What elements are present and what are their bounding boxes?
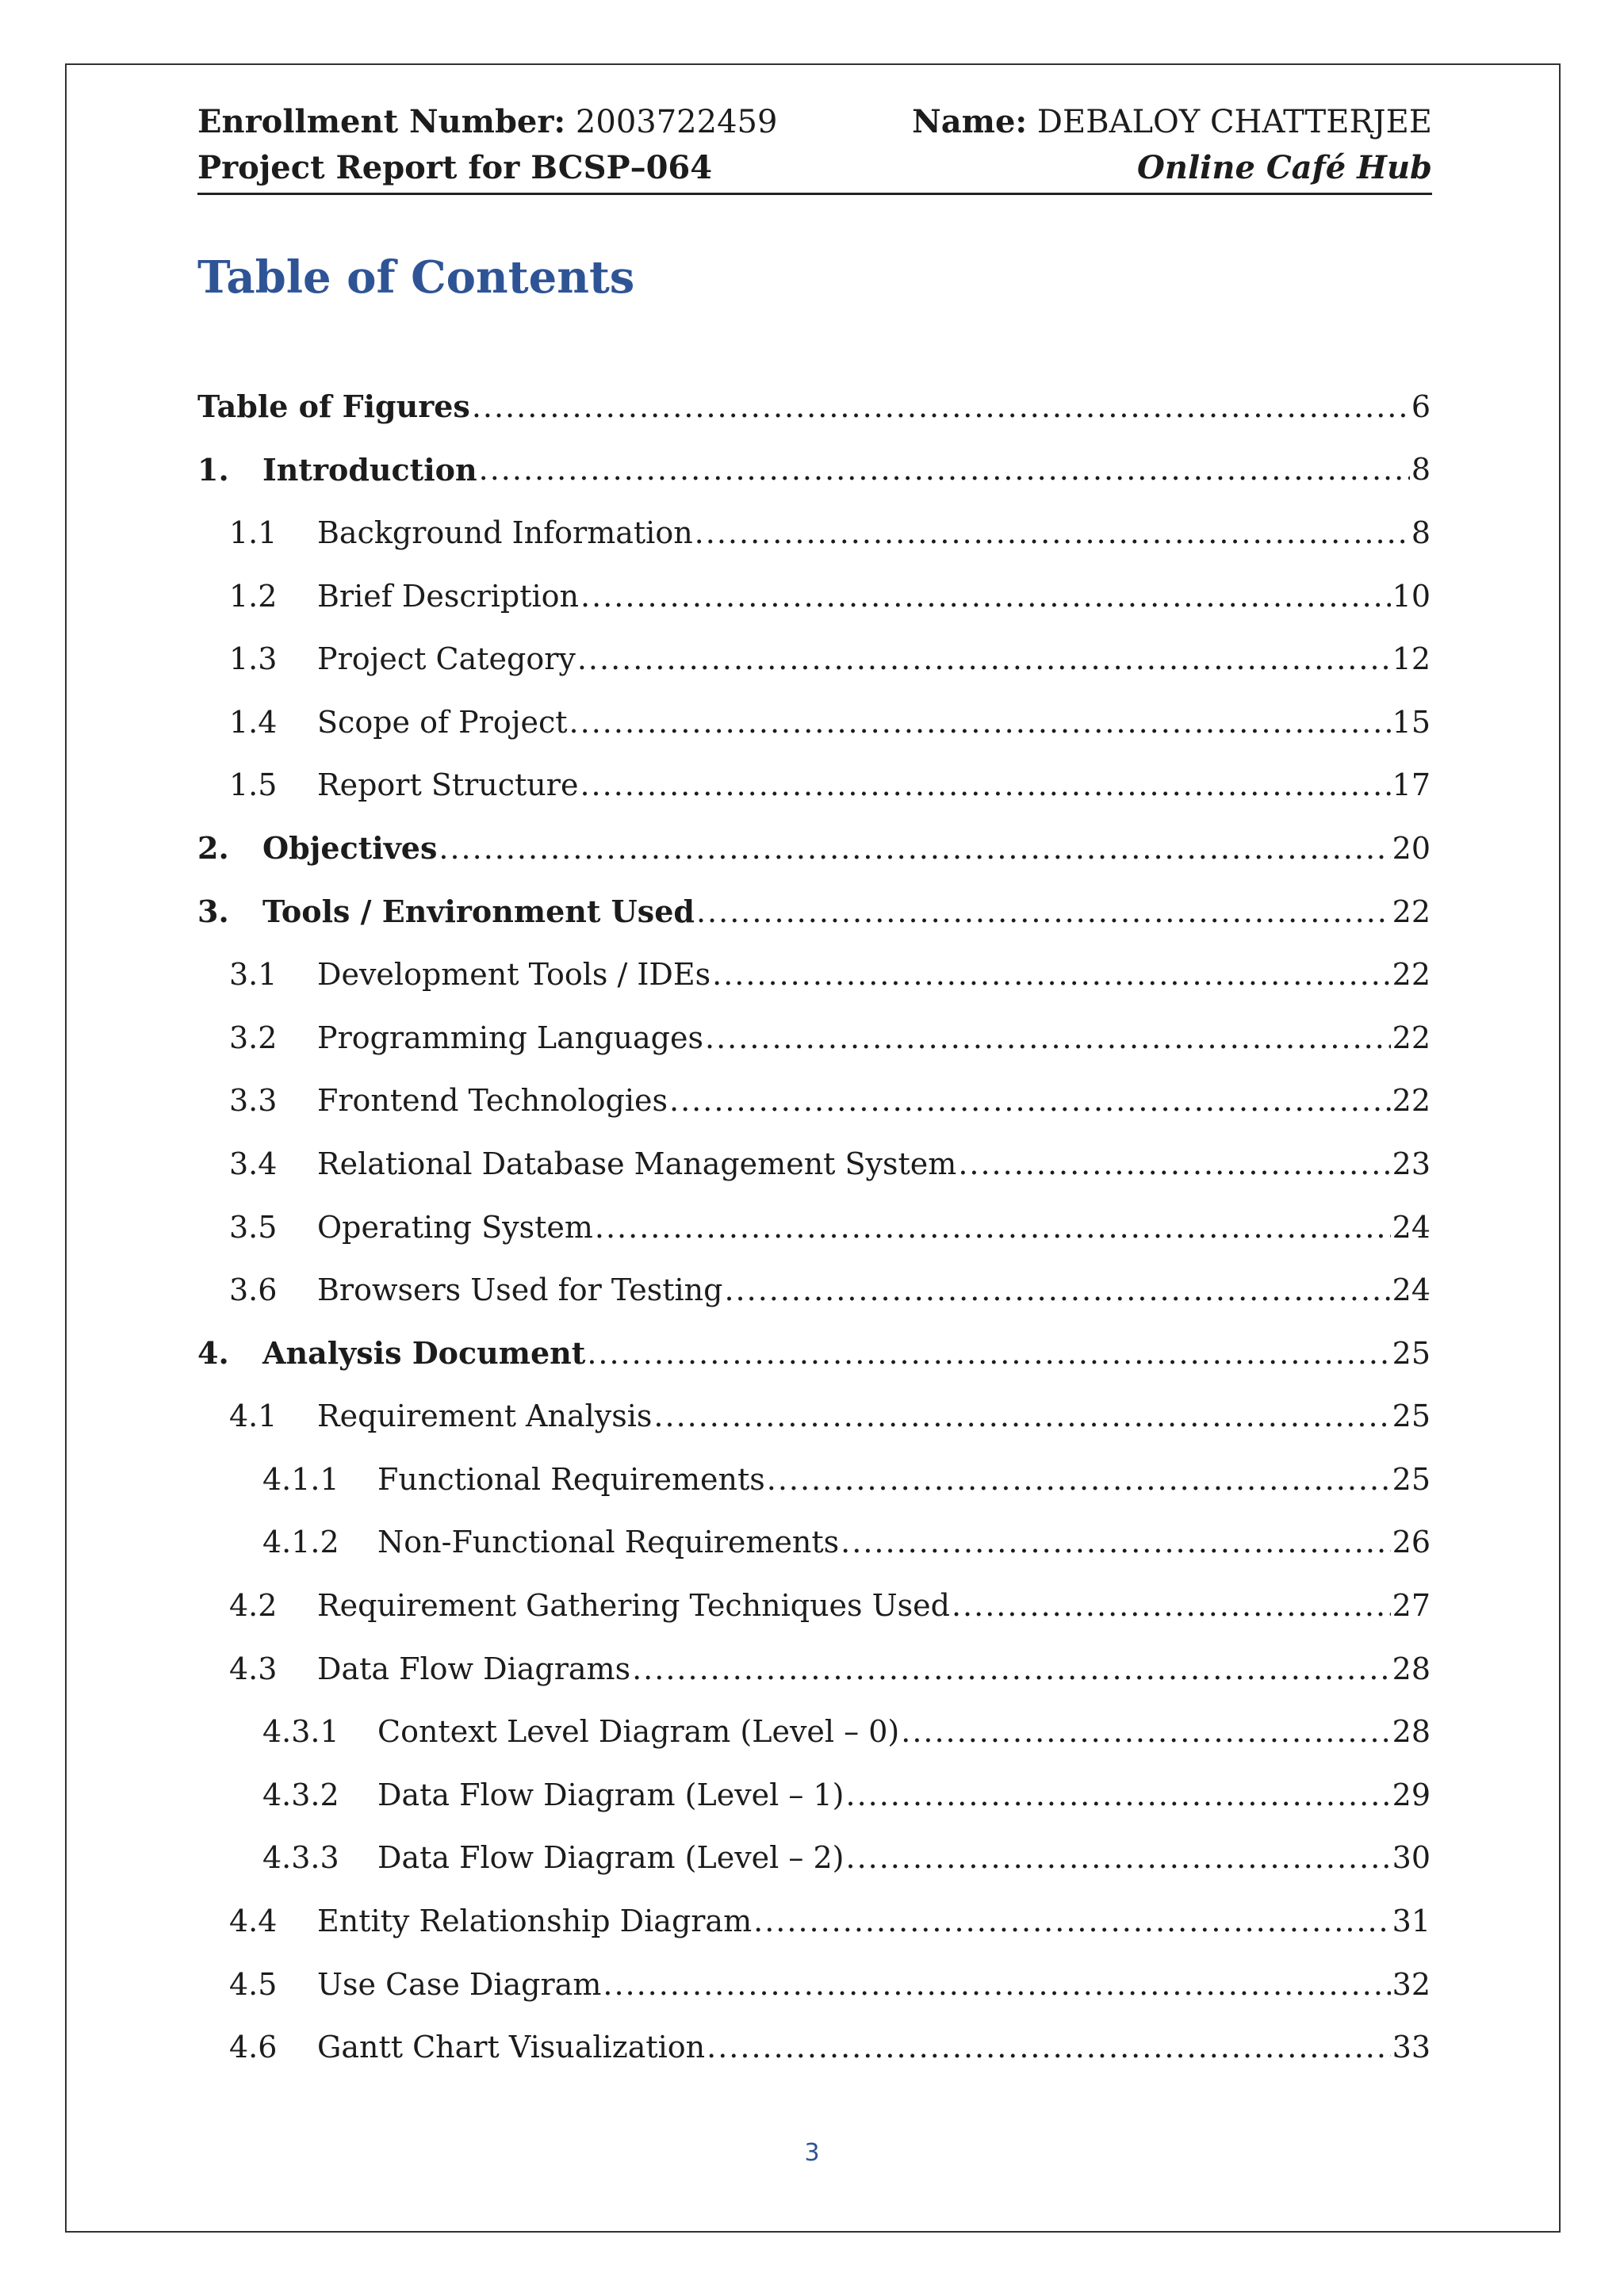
- toc-entry[interactable]: [197, 1448, 1431, 1511]
- header-row-1: [197, 98, 1432, 146]
- toc-entry[interactable]: [197, 1889, 1431, 1953]
- toc-dot-leader: [587, 1334, 1390, 1372]
- toc-entry-number: 4.: [197, 1335, 229, 1372]
- toc-dot-leader: [707, 2028, 1391, 2066]
- toc-entry[interactable]: [197, 1700, 1431, 1763]
- toc-entry-page: 28: [1392, 1651, 1431, 1686]
- student-name-info: [912, 98, 1432, 146]
- toc-entry-page: 25: [1392, 1461, 1431, 1497]
- toc-entry-page: 15: [1392, 704, 1431, 740]
- toc-entry[interactable]: [197, 627, 1431, 691]
- toc-entry[interactable]: [197, 501, 1431, 564]
- toc-entry-page: 22: [1392, 1020, 1431, 1055]
- toc-entry[interactable]: [197, 1006, 1431, 1070]
- toc-entry-page: 24: [1392, 1272, 1431, 1308]
- toc-entry-label: Tools / Environment Used: [262, 894, 695, 930]
- toc-entry-number: 4.3.3: [262, 1840, 339, 1876]
- toc-entry[interactable]: [197, 438, 1431, 502]
- toc-entry-page: 27: [1392, 1588, 1431, 1624]
- toc-entry-number: 1.: [197, 451, 229, 488]
- toc-entry-number: 3.2: [229, 1020, 278, 1055]
- toc-entry-label: Relational Database Management System: [317, 1146, 957, 1181]
- toc-entry-label: Scope of Project: [317, 704, 568, 740]
- project-title: Online Café Hub: [1137, 149, 1432, 186]
- toc-entry[interactable]: [197, 754, 1431, 817]
- toc-entry[interactable]: [197, 1132, 1431, 1196]
- toc-dot-leader: [695, 514, 1410, 552]
- enrollment-info: [197, 98, 777, 146]
- toc-entry-number: 3.5: [229, 1209, 278, 1245]
- toc-entry[interactable]: [197, 1322, 1431, 1385]
- toc-entry-label: Data Flow Diagram (Level – 1): [377, 1777, 845, 1812]
- toc-dot-leader: [845, 1776, 1390, 1814]
- toc-entry-page: 8: [1411, 515, 1431, 550]
- toc-dot-leader: [479, 450, 1410, 488]
- toc-entry-page: 17: [1392, 767, 1431, 803]
- toc-dot-leader: [712, 955, 1391, 993]
- toc-entry-number: 3.3: [229, 1083, 278, 1119]
- toc-entry-label: Data Flow Diagram (Level – 2): [377, 1840, 845, 1876]
- toc-entry-page: 22: [1392, 894, 1431, 929]
- toc-entry-number: 1.3: [229, 641, 278, 677]
- toc-entry-label: Requirement Gathering Techniques Used: [317, 1588, 950, 1624]
- toc-entry-page: 8: [1411, 452, 1431, 488]
- enrollment-value: 2003722459: [575, 104, 778, 140]
- toc-entry-page: 6: [1411, 388, 1431, 424]
- toc-entry-label: Data Flow Diagrams: [317, 1651, 631, 1686]
- toc-entry-number: 3.4: [229, 1146, 278, 1181]
- toc-entry-page: 12: [1392, 641, 1431, 677]
- toc-entry-page: 22: [1392, 957, 1431, 993]
- toc-dot-leader: [669, 1081, 1391, 1119]
- toc-entry[interactable]: [197, 2015, 1431, 2079]
- toc-entry-number: 4.1.1: [262, 1461, 339, 1497]
- toc-entry-page: 32: [1392, 1966, 1431, 2002]
- toc-entry-number: 1.5: [229, 767, 278, 803]
- toc-entry-number: 1.2: [229, 578, 278, 614]
- toc-entry-page: 24: [1392, 1209, 1431, 1245]
- toc-entry-label: Brief Description: [317, 578, 580, 614]
- toc-entry-label: Background Information: [317, 515, 693, 550]
- toc-entry-label: Development Tools / IDEs: [317, 957, 711, 993]
- toc-entry[interactable]: [197, 1574, 1431, 1637]
- toc-entry-label: Objectives: [262, 830, 438, 867]
- toc-dot-leader: [705, 1019, 1391, 1057]
- name-value: DEBALOY CHATTERJEE: [1036, 104, 1432, 140]
- table-of-contents: [197, 375, 1431, 2079]
- toc-entry-number: 4.3: [229, 1651, 278, 1686]
- toc-entry-number: 4.3.2: [262, 1777, 339, 1812]
- page-number: 3: [804, 2139, 820, 2167]
- toc-entry-label: Requirement Analysis: [317, 1399, 653, 1434]
- toc-dot-leader: [753, 1902, 1391, 1940]
- toc-dot-leader: [580, 577, 1391, 615]
- toc-dot-leader: [439, 829, 1390, 867]
- toc-entry[interactable]: [197, 943, 1431, 1006]
- toc-dot-leader: [632, 1650, 1391, 1688]
- toc-entry[interactable]: [197, 1827, 1431, 1890]
- enrollment-label: Enrollment Number:: [197, 103, 566, 140]
- toc-entry[interactable]: [197, 1196, 1431, 1259]
- toc-entry-page: 33: [1392, 2030, 1431, 2065]
- toc-dot-leader: [595, 1208, 1391, 1246]
- toc-entry-label: Programming Languages: [317, 1020, 703, 1055]
- toc-entry-page: 10: [1392, 578, 1431, 614]
- toc-dot-leader: [696, 893, 1391, 931]
- toc-entry[interactable]: [197, 1258, 1431, 1322]
- toc-dot-leader: [653, 1397, 1390, 1435]
- toc-entry-label: Non-Functional Requirements: [377, 1525, 840, 1560]
- toc-entry-number: 3.1: [229, 957, 278, 993]
- toc-dot-leader: [580, 766, 1390, 804]
- toc-entry[interactable]: [197, 691, 1431, 754]
- toc-entry-page: 29: [1392, 1777, 1431, 1812]
- toc-entry-number: 4.6: [229, 2030, 278, 2065]
- toc-dot-leader: [472, 388, 1410, 426]
- toc-dot-leader: [901, 1712, 1390, 1751]
- toc-entry-number: 3.: [197, 894, 229, 930]
- toc-dot-leader: [841, 1523, 1390, 1561]
- toc-entry-page: 23: [1392, 1146, 1431, 1181]
- toc-entry-label: Report Structure: [317, 767, 579, 803]
- toc-entry[interactable]: [197, 817, 1431, 880]
- toc-entry-page: 31: [1392, 1904, 1431, 1939]
- toc-entry-number: 2.: [197, 830, 229, 867]
- toc-entry-page: 30: [1392, 1840, 1431, 1876]
- toc-entry[interactable]: [197, 1763, 1431, 1827]
- toc-entry-page: 28: [1392, 1714, 1431, 1750]
- toc-entry-page: 26: [1392, 1525, 1431, 1560]
- toc-entry-page: 25: [1392, 1399, 1431, 1434]
- toc-dot-leader: [603, 1965, 1390, 2003]
- toc-entry[interactable]: [197, 1385, 1431, 1448]
- toc-entry[interactable]: [197, 880, 1431, 943]
- toc-dot-leader: [577, 640, 1391, 678]
- toc-entry-label: Table of Figures: [197, 388, 470, 425]
- report-label: Project Report for BCSP–064: [197, 149, 713, 186]
- toc-entry[interactable]: [197, 375, 1431, 438]
- toc-entry-label: Context Level Diagram (Level – 0): [377, 1714, 900, 1750]
- name-label: Name:: [912, 103, 1028, 140]
- toc-entry-label: Functional Requirements: [377, 1461, 765, 1497]
- toc-entry-label: Frontend Technologies: [317, 1083, 668, 1119]
- toc-dot-leader: [958, 1145, 1390, 1183]
- toc-entry-number: 3.6: [229, 1272, 278, 1308]
- toc-entry-number: 4.1: [229, 1399, 278, 1434]
- toc-heading: Table of Contents: [197, 251, 635, 304]
- toc-entry[interactable]: [197, 1953, 1431, 2016]
- toc-entry-label: Project Category: [317, 641, 576, 677]
- toc-entry-number: 4.3.1: [262, 1714, 339, 1750]
- toc-dot-leader: [724, 1271, 1390, 1309]
- toc-entry[interactable]: [197, 1511, 1431, 1575]
- toc-entry-label: Operating System: [317, 1209, 593, 1245]
- toc-entry[interactable]: [197, 1070, 1431, 1133]
- toc-entry-label: Introduction: [262, 451, 477, 488]
- toc-dot-leader: [569, 703, 1391, 741]
- toc-entry-label: Entity Relationship Diagram: [317, 1904, 753, 1939]
- page-header: [197, 97, 1432, 195]
- toc-entry-page: 25: [1392, 1335, 1431, 1371]
- toc-entry[interactable]: [197, 564, 1431, 628]
- toc-entry-number: 1.1: [229, 515, 278, 550]
- toc-entry-label: Gantt Chart Visualization: [317, 2030, 706, 2065]
- toc-entry-label: Analysis Document: [262, 1335, 586, 1372]
- header-row-2: [197, 144, 1432, 192]
- toc-entry-page: 20: [1392, 830, 1431, 866]
- toc-entry-label: Browsers Used for Testing: [317, 1272, 723, 1308]
- toc-entry-number: 4.4: [229, 1904, 278, 1939]
- toc-entry-label: Use Case Diagram: [317, 1966, 602, 2002]
- toc-entry-number: 4.1.2: [262, 1525, 339, 1560]
- toc-entry[interactable]: [197, 1637, 1431, 1701]
- toc-entry-number: 4.5: [229, 1966, 278, 2002]
- toc-entry-number: 1.4: [229, 704, 278, 740]
- toc-entry-number: 4.2: [229, 1588, 278, 1624]
- toc-dot-leader: [952, 1586, 1391, 1624]
- toc-dot-leader: [845, 1839, 1390, 1877]
- toc-entry-page: 22: [1392, 1083, 1431, 1119]
- toc-dot-leader: [767, 1460, 1391, 1498]
